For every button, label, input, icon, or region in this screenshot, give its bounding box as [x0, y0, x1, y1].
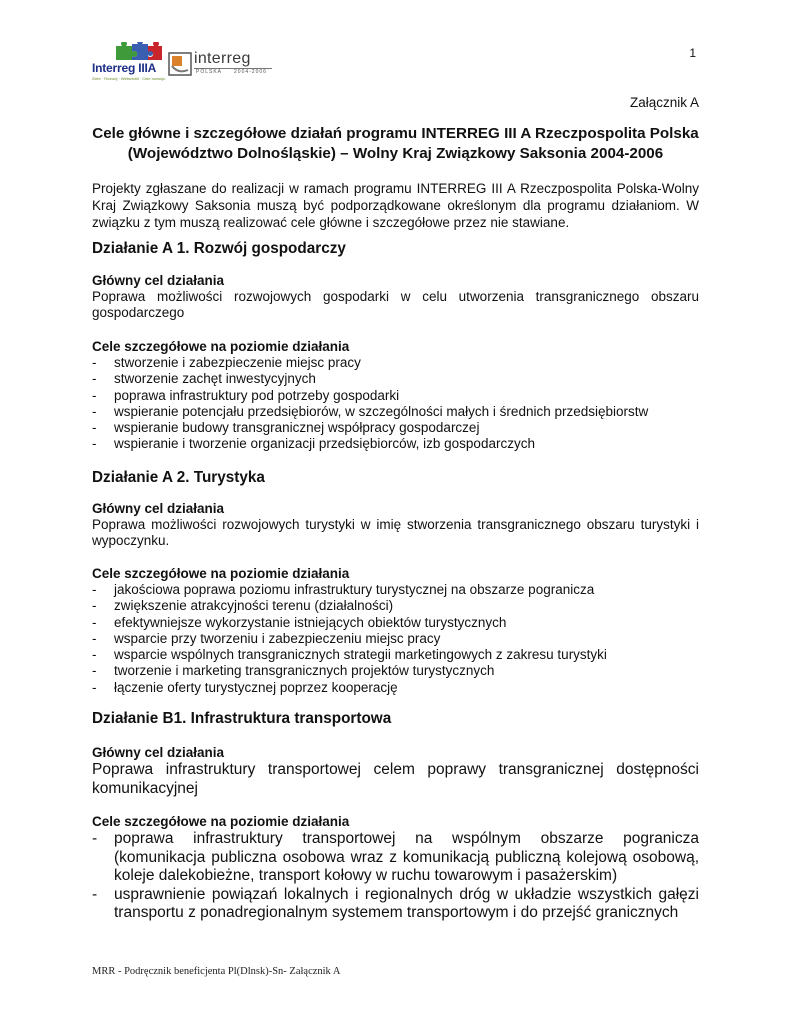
main-goal-label: Główny cel działania	[92, 745, 225, 760]
page-number: 1	[689, 46, 696, 60]
main-goal-text: Poprawa infrastruktury transportowej celem poprawy transgranicznej dostępności komunikacyjnej	[92, 761, 699, 797]
detailed-goals-label: Cele szczegółowe na poziomie działania	[92, 566, 350, 581]
detailed-goals-label: Cele szczegółowe na poziomie działania	[92, 339, 350, 354]
list-item: - poprawa infrastruktury pod potrzeby gospodarki	[92, 388, 699, 404]
section-a2	[92, 469, 699, 696]
interreg-sub-country: POLSKA	[196, 69, 223, 75]
main-goal-text: Poprawa możliwości rozwojowych turystyki w imię stworzenia transgranicznego obszaru turystyki i wypoczynku.	[92, 517, 699, 548]
puzzle-pieces-icon	[92, 42, 168, 62]
list-item: - zwiększenie atrakcyjności terenu (działalności)	[92, 598, 699, 614]
main-goal-text: Poprawa możliwości rozwojowych gospodarki w celu utworzenia transgranicznego obszaru gospodarczego	[92, 289, 699, 320]
annex-label: Załącznik A	[629, 95, 699, 110]
list-item: - wspieranie i tworzenie organizacji przedsiębiorców, izb gospodarczych	[92, 436, 699, 452]
page-footer: MRR - Podręcznik beneficjenta Pl(Dlnsk)-Sn- Załącznik A	[92, 966, 341, 977]
document-title: Cele główne i szczegółowe działań programu INTERREG III A Rzeczpospolita Polska (Województwo Dolnośląskie) – Wolny Kraj Związkowy Saksonia 2004-2006	[92, 125, 699, 162]
detailed-goals-list	[92, 830, 699, 923]
list-item: - wspieranie budowy transgranicznej współpracy gospodarczej	[92, 420, 699, 436]
list-item: - łączenie oferty turystycznej poprzez kooperację	[92, 680, 699, 696]
logo-brand-text: Interreg IIIA	[92, 61, 157, 75]
list-item: - efektywniejsze wykorzystanie istniejących obiektów turystycznych	[92, 615, 699, 631]
list-item: - tworzenie i marketing transgranicznych projektów turystycznych	[92, 663, 699, 679]
list-item: - wsparcie wspólnych transgranicznych strategii marketingowych z zakresu turystyki	[92, 647, 699, 663]
list-item: - usprawnienie powiązań lokalnych i regionalnych dróg w układzie wszystkich gałęzi transportu z ponadregionalnym systemem transportowym i do przejść granicznych	[92, 886, 699, 923]
list-item: - jakościowa poprawa poziomu infrastruktury turystycznej na obszarze pogranicza	[92, 582, 699, 598]
interreg-mark-icon	[168, 52, 192, 78]
interreg-iiia-logo	[92, 42, 168, 82]
detailed-goals-list	[92, 355, 699, 453]
detailed-goals-list	[92, 582, 699, 696]
interreg-logo	[168, 50, 274, 80]
section-heading: Działanie A 1. Rozwój gospodarczy	[92, 240, 346, 257]
logo-tagline: Ziele · Rozwój · Wirtschaft · Cele rozwoju	[92, 76, 166, 81]
section-b1	[92, 710, 699, 923]
interreg-subtitle	[196, 69, 279, 75]
interreg-wordmark: interreg	[194, 50, 251, 67]
list-item: - stworzenie zachęt inwestycyjnych	[92, 371, 699, 387]
section-a1	[92, 240, 699, 453]
main-goal-label: Główny cel działania	[92, 501, 225, 516]
list-item: - wspieranie potencjału przedsiębiorów, w szczególności małych i średnich przedsiębiorstw	[92, 404, 699, 420]
detailed-goals-label: Cele szczegółowe na poziomie działania	[92, 814, 350, 829]
interreg-sub-years: 2004-2006	[234, 69, 267, 75]
section-heading: Działanie B1. Infrastruktura transportowa	[92, 710, 392, 727]
main-goal-label: Główny cel działania	[92, 273, 225, 288]
section-heading: Działanie A 2. Turystyka	[92, 469, 265, 486]
intro-paragraph: Projekty zgłaszane do realizacji w ramach programu INTERREG III A Rzeczpospolita Polska-Wolny Kraj Związkowy Saksonia muszą być podporządkowane określonym dla programu działaniom. W związku z tym muszą realizować cele główne i szczegółowe przez nie stawiane.	[92, 181, 699, 230]
list-item: - wsparcie przy tworzeniu i zabezpieczeniu miejsc pracy	[92, 631, 699, 647]
list-item: - stworzenie i zabezpieczenie miejsc pracy	[92, 355, 699, 371]
list-item: - poprawa infrastruktury transportowej na wspólnym obszarze pogranicza (komunikacja publiczna osobowa wraz z komunikacją publiczną kolejową osobową, koleje dalekobieżne, transport kołowy w ruchu towarowym i pasażerskim)	[92, 830, 699, 886]
